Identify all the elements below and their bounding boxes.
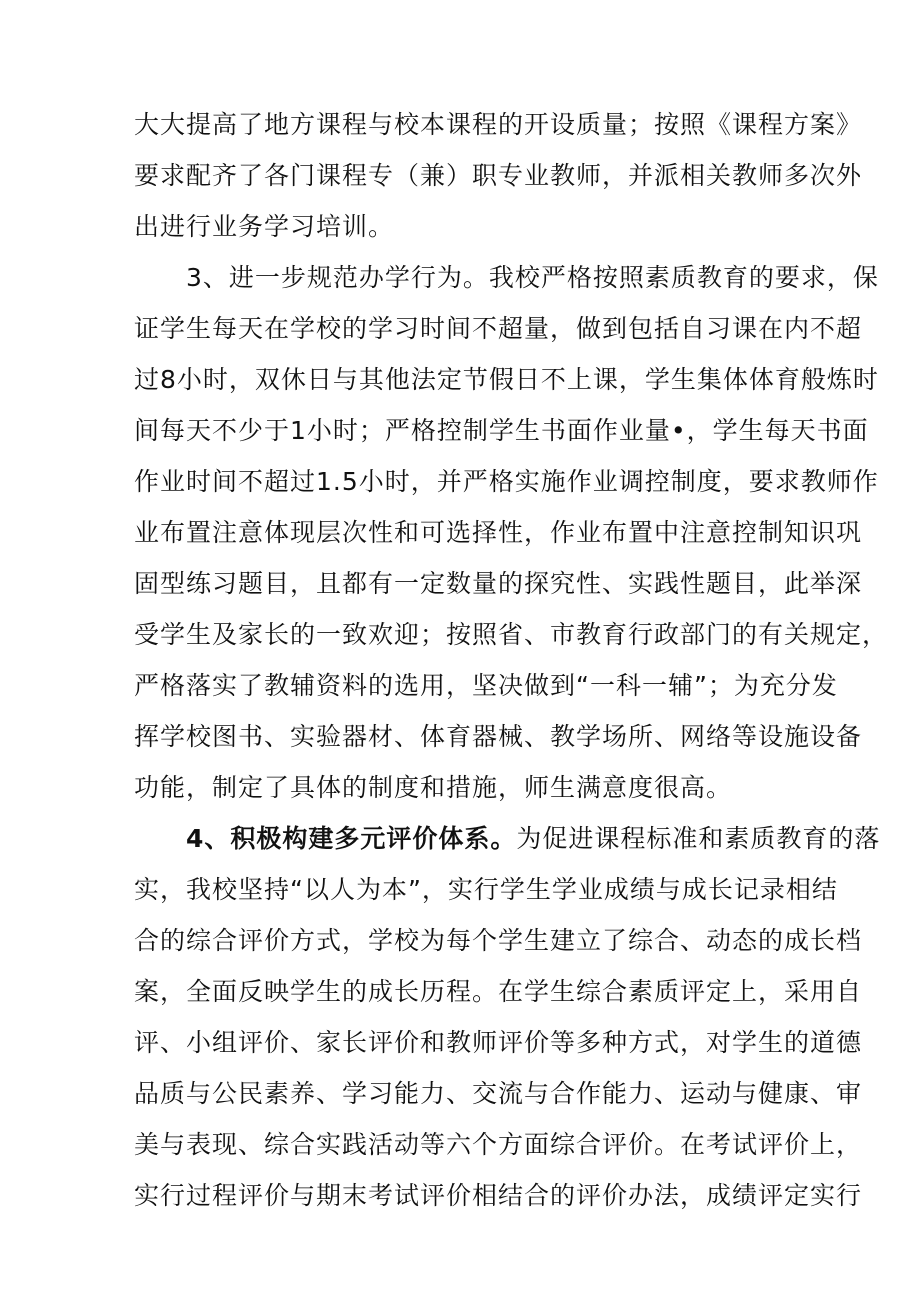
text-line: 证学生每天在学校的学习时间不超量，做到包括自习课在内不超 [134, 314, 863, 343]
text-line: 品质与公民素养、学习能力、交流与合作能力、运动与健康、审 [134, 1079, 863, 1108]
text-line: 合的综合评价方式，学校为每个学生建立了综合、动态的成长档 [134, 926, 863, 955]
text-line: 大大提高了地方课程与校本课程的开设质量；按照《课程方案》 [134, 110, 863, 139]
section-heading-3: 3、进一步规范办学行为。 [186, 263, 489, 292]
text-line: 严格落实了教辅资料的选用，坚决做到“一科一辅”；为充分发 [134, 671, 838, 700]
paragraph-4-first-line [186, 824, 881, 854]
text-run: 为促进课程标准和素质教育的落 [516, 824, 881, 853]
paragraph-3-first-line [186, 263, 879, 293]
text-line: 出进行业务学习培训。 [134, 212, 395, 241]
section-heading-4: 4、积极构建多元评价体系。 [186, 824, 517, 853]
text-line: 过8小时，双休日与其他法定节假日不上课，学生集体体育般炼时 [134, 365, 879, 394]
text-line: 挥学校图书、实验器材、体育器械、教学场所、网络等设施设备 [134, 722, 863, 751]
text-run: 我校严格按照素质教育的要求，保 [488, 263, 879, 292]
text-line: 案，全面反映学生的成长历程。在学生综合素质评定上，采用自 [134, 977, 863, 1006]
text-line: 要求配齐了各门课程专（兼）职专业教师，并派相关教师多次外 [134, 161, 863, 190]
text-line: 实，我校坚持“以人为本”，实行学生学业成绩与成长记录相结 [134, 875, 838, 904]
text-line: 业布置注意体现层次性和可选择性，作业布置中注意控制知识巩 [134, 518, 863, 547]
text-line: 评、小组评价、家长评价和教师评价等多种方式，对学生的道德 [134, 1028, 863, 1057]
text-line: 功能，制定了具体的制度和措施，师生满意度很高。 [134, 773, 733, 802]
text-line: 作业时间不超过1.5小时，并严格实施作业调控制度，要求教师作 [134, 467, 879, 496]
text-line: 实行过程评价与期末考试评价相结合的评价办法，成绩评定实行 [134, 1181, 863, 1210]
text-line: 美与表现、综合实践活动等六个方面综合评价。在考试评价上， [134, 1130, 863, 1159]
text-line: 固型练习题目，且都有一定数量的探究性、实践性题目，此举深 [134, 569, 863, 598]
text-line: 间每天不少于1小时；严格控制学生书面作业量•，学生每天书面 [134, 416, 869, 445]
text-line: 受学生及家长的一致欢迎；按照省、市教育行政部门的有关规定， [134, 620, 889, 649]
